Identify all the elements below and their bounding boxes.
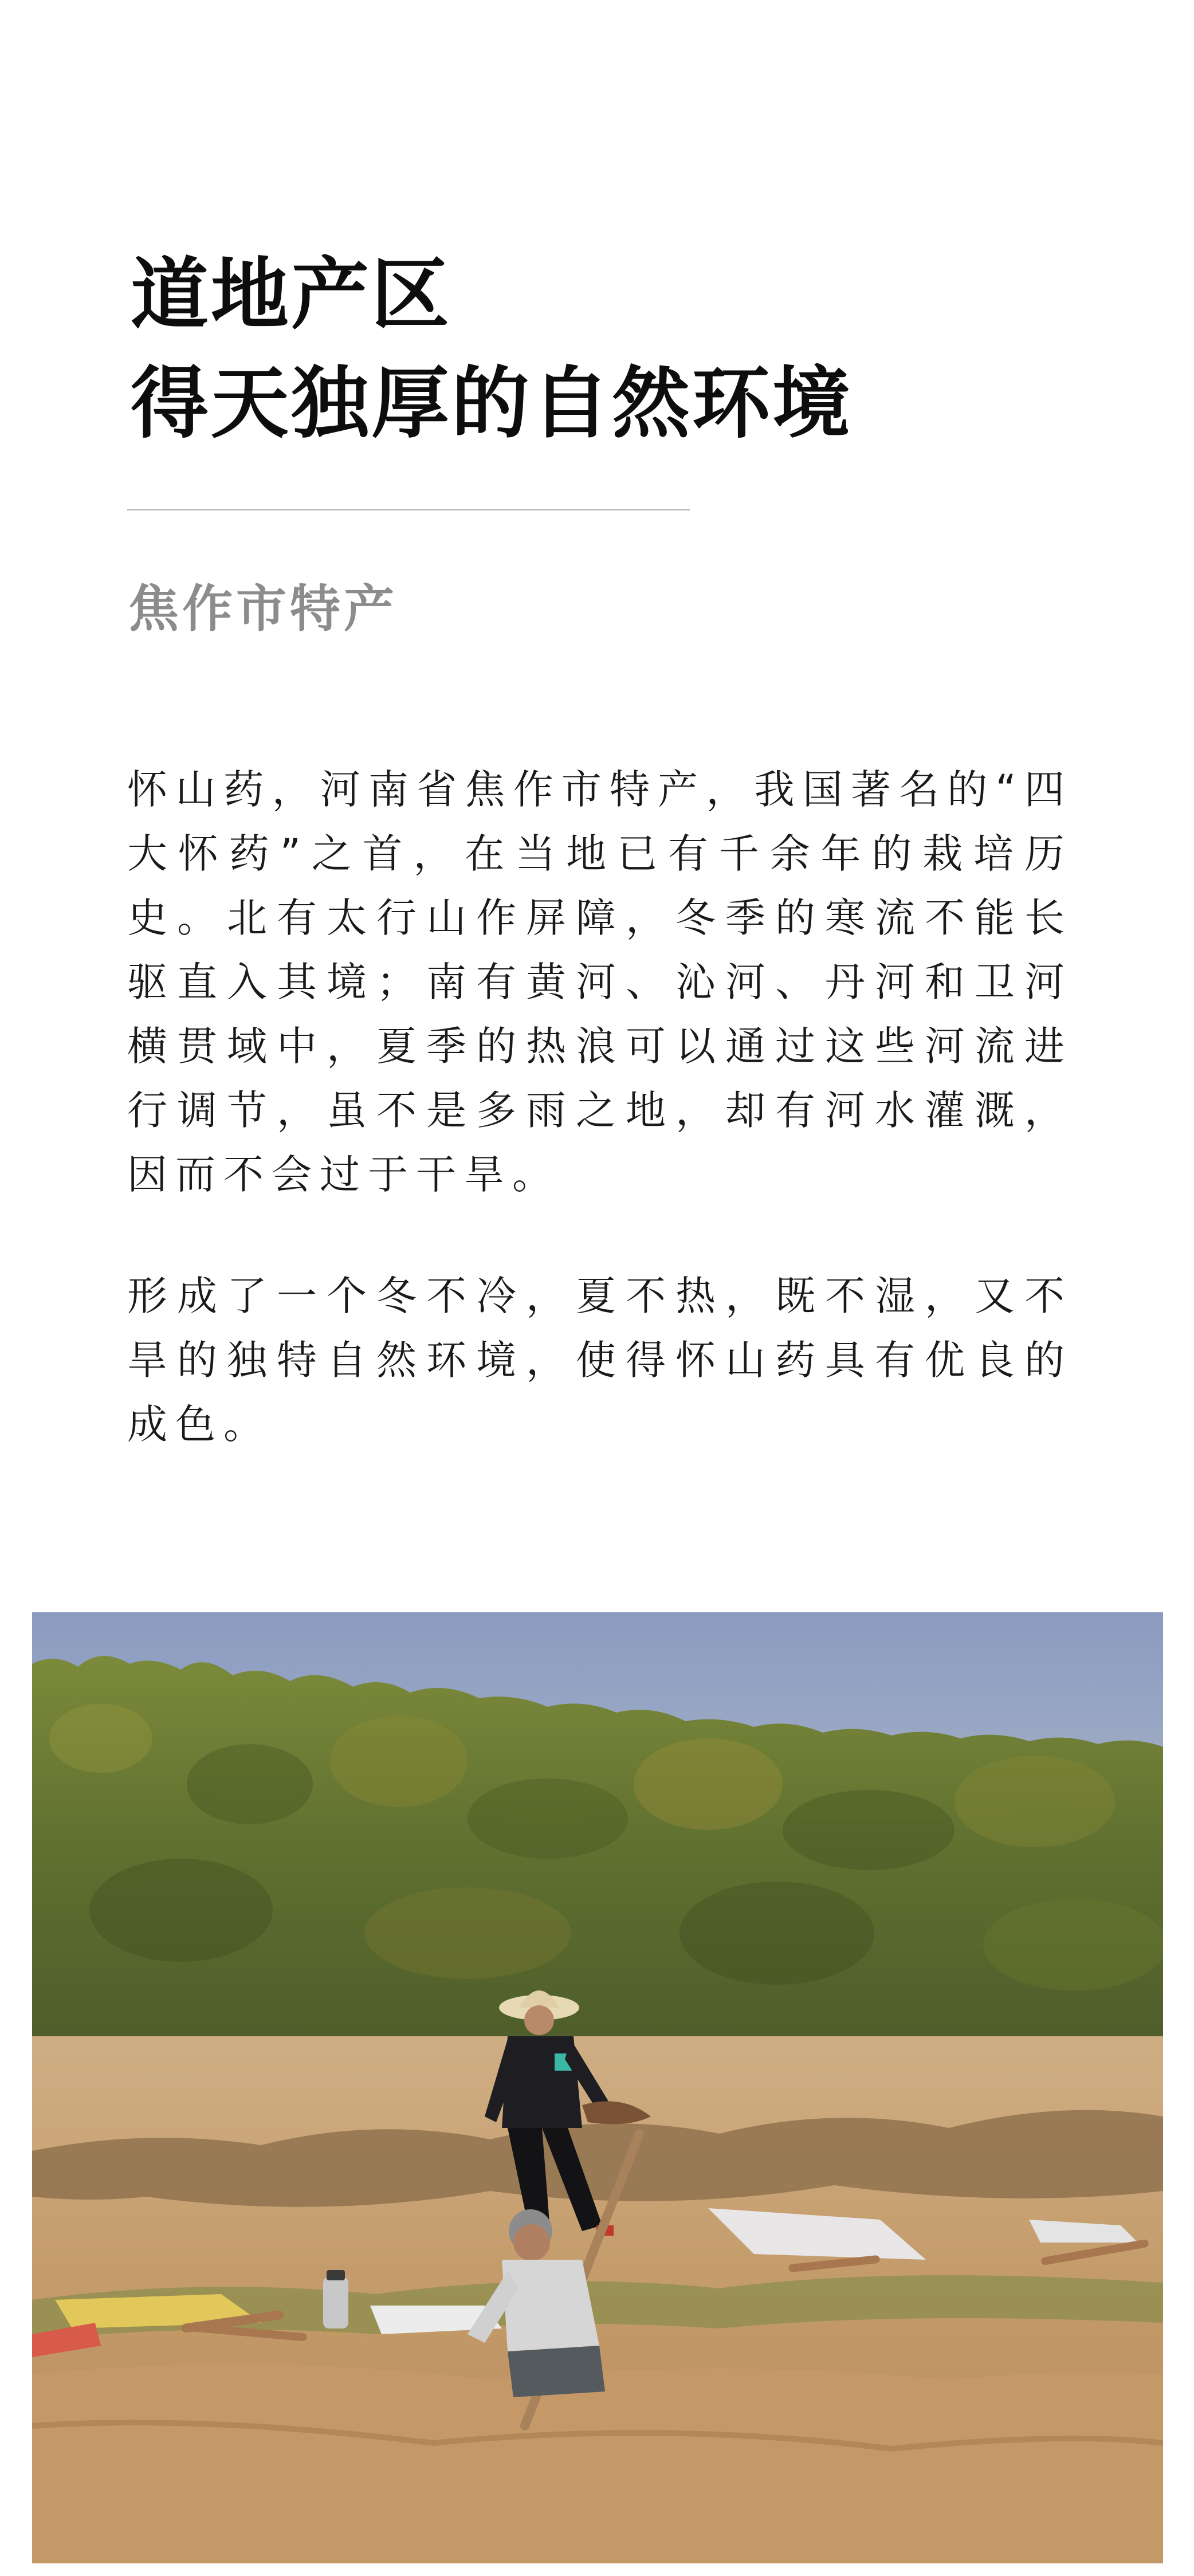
page-title [131, 241, 1105, 458]
yam-harvest-photo [32, 1612, 1163, 2563]
title-line-1: 道地产区 [131, 250, 451, 340]
harvest-scene-illustration [32, 1612, 1163, 2563]
body-paragraph-2: 形成了一个冬不冷，夏不热，既不湿，又不旱的独特自然环境，使得怀山药具有优良的成色。 [127, 1273, 1073, 1448]
body-paragraph-1: 怀山药，河南省焦作市特产，我国著名的“四大怀药”之首，在当地已有千余年的栽培历史。北有太行山作屏障，冬季的寒流不能长驱直入其境；南有黄河、沁河、丹河和卫河横贯域中，夏季的热浪可以通过这些河流进行调节，虽不是多雨之地，却有河水灌溉，因而不会过于干旱。 [127, 766, 1073, 1198]
title-line-2: 得天独厚的自然环境 [131, 359, 853, 449]
section-subtitle: 焦作市特产 [128, 579, 398, 638]
trench-soil [32, 2364, 1163, 2563]
title-divider [127, 509, 690, 511]
thermos [323, 2277, 348, 2328]
